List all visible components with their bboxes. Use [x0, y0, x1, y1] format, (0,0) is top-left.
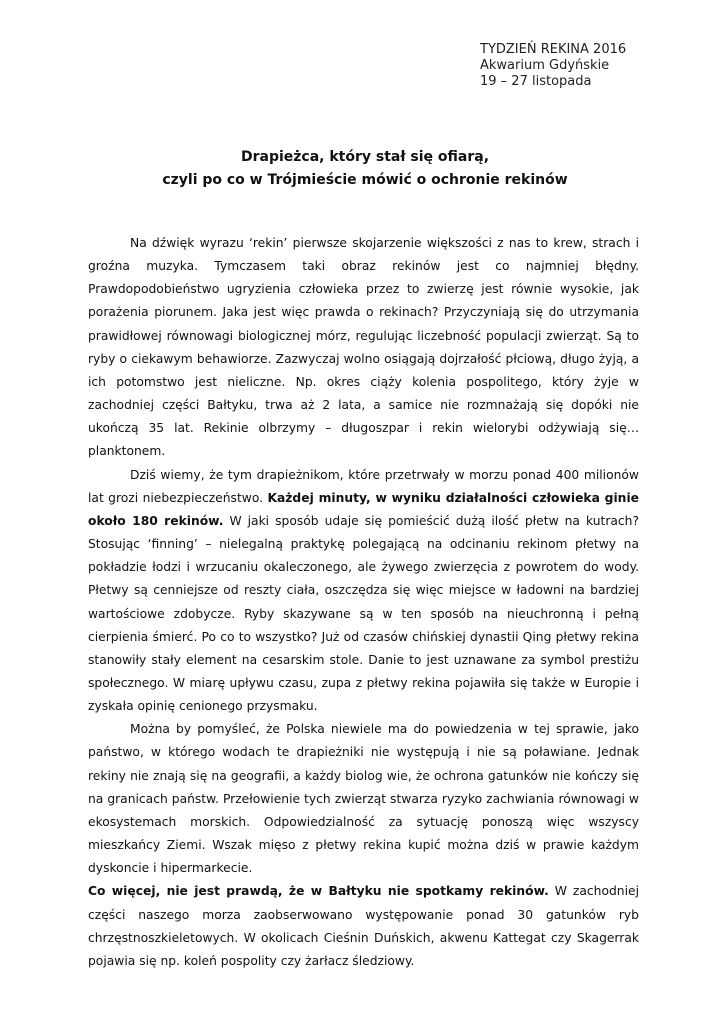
- article-body: [88, 232, 639, 973]
- paragraph-4: [88, 880, 639, 973]
- paragraph-2-text-a: Dziś wiemy, że tym drapieżnikom, które przetrwały w morzu ponad 400 milionów lat grozi niebezpieczeństwo.: [88, 467, 639, 505]
- event-name: TYDZIEŃ REKINA 2016: [480, 42, 627, 57]
- event-dates: 19 – 27 listopada: [480, 74, 592, 89]
- paragraph-4-emphasis: Co więcej, nie jest prawdą, że w Bałtyku nie spotkamy rekinów.: [88, 884, 549, 899]
- event-venue: Akwarium Gdyńskie: [480, 58, 610, 73]
- event-header: [480, 42, 650, 90]
- paragraph-3: Można by pomyśleć, że Polska niewiele ma do powiedzenia w tej sprawie, jako państwo, w którego wodach te drapieżniki nie występują i nie są poławiane. Jednak rekiny nie znają się na geografii, a każdy biolog wie, że ochrona gatunków nie kończy się na granicach państw. Przełowienie tych zwierząt stwarza ryzyko zachwiania równowagi w ekosystemach morskich. Odpowiedzialność za sytuację ponoszą więc wszyscy mieszkańcy Ziemi. Wszak mięso z płetwy rekina kupić można dziś w prawie każdym dyskoncie i hipermarkecie.: [88, 722, 639, 876]
- title-line-1: Drapieżca, który stał się ofiarą,: [240, 149, 490, 165]
- article-title: [70, 146, 660, 192]
- paragraph-4-text: W zachodniej części naszego morza zaobserwowano występowanie ponad 30 gatunków ryb chrzęstnoszkieletowych. W okolicach Cieśnin Duńskich, akwenu Kattegat czy Skagerrak pojawia się np. koleń pospolity czy żarłacz śledziowy.: [88, 884, 639, 968]
- paragraph-1: Na dźwięk wyrazu ‘rekin’ pierwsze skojarzenie większości z nas to krew, strach i groźna muzyka. Tymczasem taki obraz rekinów jest co najmniej błędny. Prawdopodobieństwo ugryzienia człowieka przez to zwierzę jest równie wysokie, jak porażenia piorunem. Jaka jest więc prawda o rekinach? Przyczyniają się do utrzymania prawidłowej równowagi biologicznej mórz, regulując liczebność populacji zwierząt. Są to ryby o ciekawym behawiorze. Zazwyczaj wolno osiągają dojrzałość płciową, długo żyją, a ich potomstwo jest nieliczne. Np. okres ciąży kolenia pospolitego, który żyje w zachodniej części Bałtyku, trwa aż 2 lata, a samice nie rozmnażają się dopóki nie ukończą 35 lat. Rekinie olbrzymy – długoszpar i rekin wielorybi odżywiają się… planktonem.: [88, 236, 639, 459]
- paragraph-2-text-b: W jaki sposób udaje się pomieścić dużą ilość płetw na kutrach? Stosując ‘finning’ – nielegalną praktykę polegającą na odcinaniu rekinom płetwy na pokładzie łodzi i wrzucaniu okaleczonego, ale żywego zwierzęcia z powrotem do wody. Płetwy są cenniejsze od reszty ciała, oszczędza się więc miejsce w ładowni na bardziej wartościowe zdobycze. Ryby skazywane są w ten sposób na nieuchronną i pełną cierpienia śmierć. Po co to wszystko? Już od czasów chińskiej dynastii Qing płetwy rekina stanowiły stały element na cesarskim stole. Danie to jest uznawane za symbol prestiżu społecznego. W miarę upływu czasu, zupa z płetwy rekina pojawiła się także w Europie i zyskała opinię cenionego przysmaku.: [88, 513, 639, 714]
- paragraph-2: [88, 464, 639, 719]
- title-line-2: czyli po co w Trójmieście mówić o ochronie rekinów: [162, 172, 568, 188]
- paragraph-2-emphasis: Każdej minuty, w wyniku działalności człowieka ginie około 180 rekinów.: [88, 490, 639, 528]
